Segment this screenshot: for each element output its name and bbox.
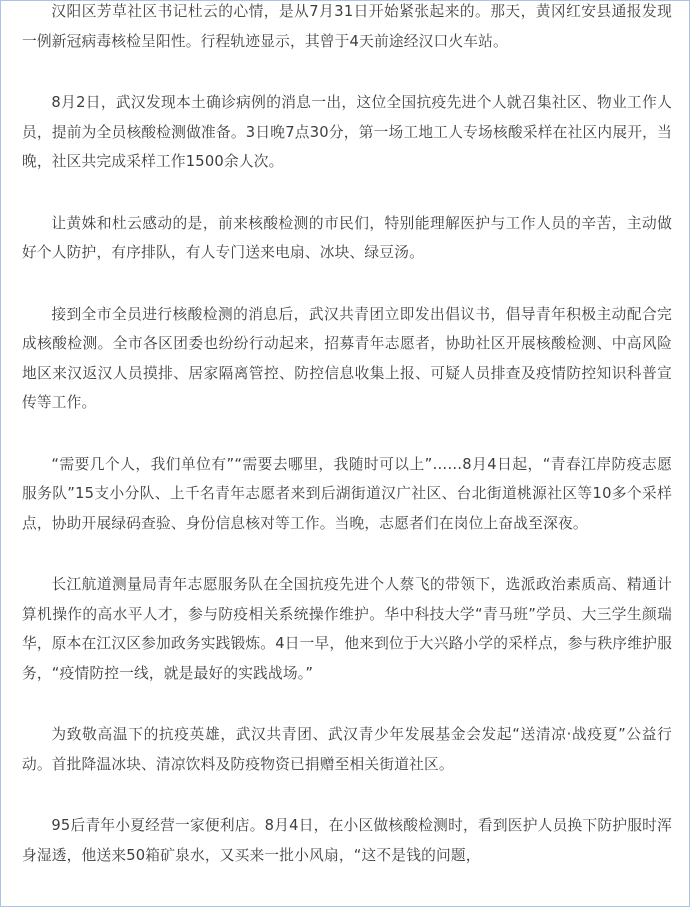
paragraph-6: 长江航道测量局青年志愿服务队在全国抗疫先进个人蔡飞的带领下，选派政治素质高、精通计算机操作的高水平人才，参与防疫相关系统操作维护。华中科技大学“青马班”学员、大三学生颜瑞华，原本在江汉区参加政务实践锻炼。4日一早，他来到位于大兴路小学的采样点，参与秩序维护服务，“疫情防控一线，就是最好的实践战场。” [22,576,672,682]
paragraph-4: 接到全市全员进行核酸检测的消息后，武汉共青团立即发出倡议书，倡导青年积极主动配合完成核酸检测。全市各区团委也纷纷行动起来，招募青年志愿者，协助社区开展核酸检测、中高风险地区来汉返汉人员摸排、居家隔离管控、防控信息收集上报、可疑人员排查及疫情防控知识科普宣传等工作。 [22,305,672,411]
paragraph-5: “需要几个人，我们单位有”“需要去哪里，我随时可以上”……8月4日起，“青春江岸防疫志愿服务队”15支小分队、上千名青年志愿者来到后湖街道汉广社区、台北街道桃源社区等10多个采样点，协助开展绿码查验、身份信息核对等工作。当晚，志愿者们在岗位上奋战至深夜。 [22,455,672,532]
paragraph-1: 汉阳区芳草社区书记杜云的心情，是从7月31日开始紧张起来的。那天，黄冈红安县通报发现一例新冠病毒核检呈阳性。行程轨迹显示，其曾于4天前途经汉口火车站。 [22,3,672,50]
paragraph-3: 让黄姝和杜云感动的是，前来核酸检测的市民们，特别能理解医护与工作人员的辛苦，主动做好个人防护，有序排队，有人专门送来电扇、冰块、绿豆汤。 [22,214,672,261]
article-body [22,0,672,902]
paragraph-2: 8月2日，武汉发现本土确诊病例的消息一出，这位全国抗疫先进个人就召集社区、物业工作人员，提前为全员核酸检测做准备。3日晚7点30分，第一场工地工人专场核酸采样在社区内展开，当晚，社区共完成采样工作1500余人次。 [22,94,672,170]
paragraph-7: 为致敬高温下的抗疫英雄，武汉共青团、武汉青少年发展基金会发起“送清凉·战疫夏”公益行动。首批降温冰块、清凉饮料及防疫物资已捐赠至相关街道社区。 [22,726,672,773]
paragraph-8: 95后青年小夏经营一家便利店。8月4日，在小区做核酸检测时，看到医护人员换下防护服时浑身湿透，他送来50箱矿泉水，又买来一批小风扇，“这不是钱的问题， [22,817,672,864]
